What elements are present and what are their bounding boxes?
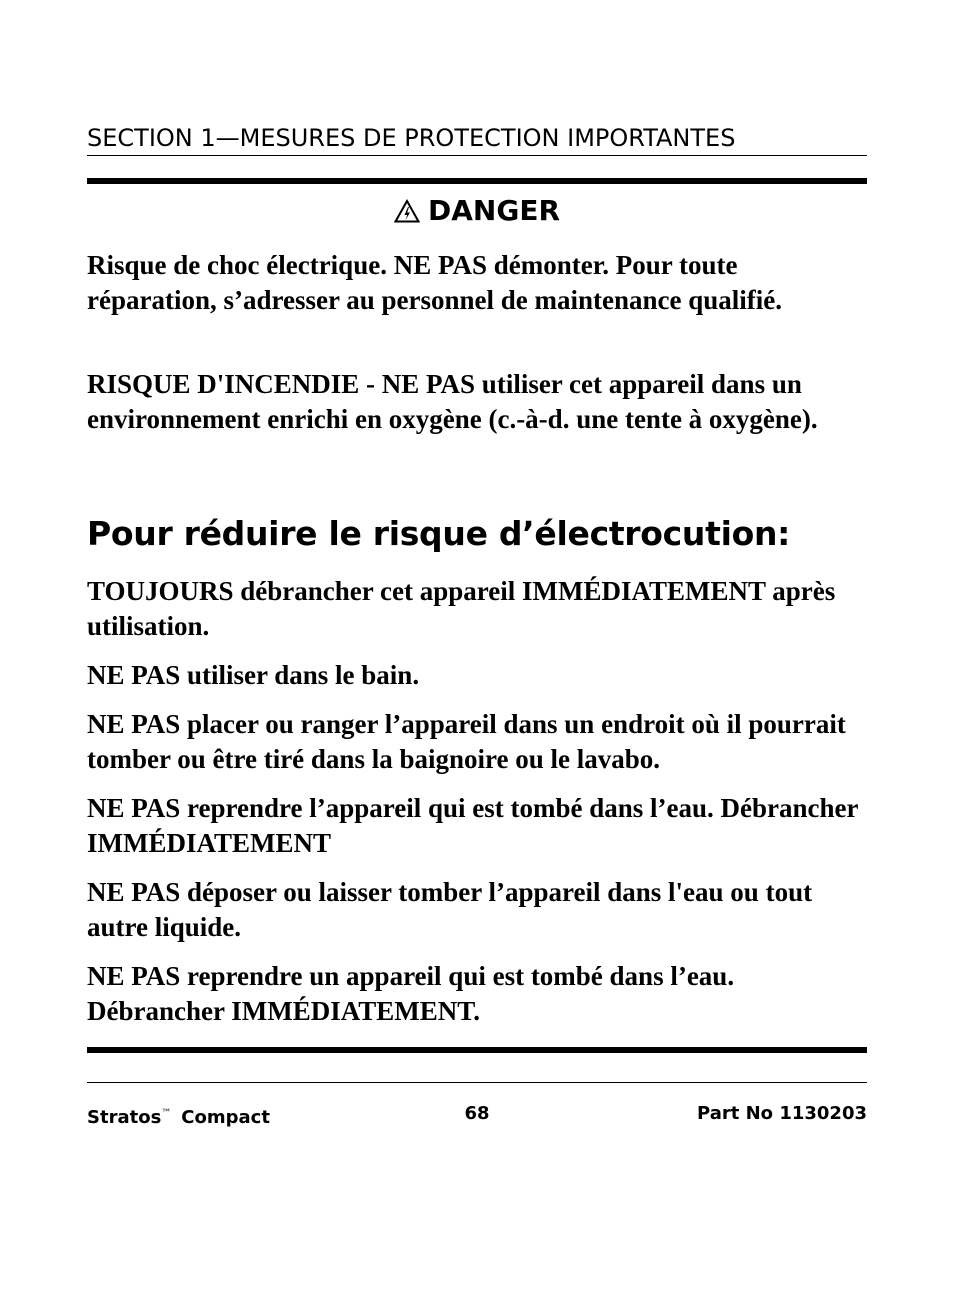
instruction-item: NE PAS reprendre l’appareil qui est tombé dans l’eau. Débrancher IMMÉDIATEMENT (87, 793, 859, 858)
danger-label: DANGER (427, 194, 560, 227)
danger-box-top-rule (87, 178, 867, 184)
header-divider (87, 155, 867, 156)
page-footer (87, 1100, 867, 1128)
product-name: Stratos (87, 1107, 162, 1128)
paragraph-fire-risk: RISQUE D'INCENDIE - NE PAS utiliser cet appareil dans un environnement enrichi en oxygène (c.-à-d. une tente à oxygène). (87, 369, 818, 434)
instruction-item: NE PAS reprendre un appareil qui est tombé dans l’eau. Débrancher IMMÉDIATEMENT. (87, 961, 735, 1026)
page-number: 68 (464, 1103, 490, 1124)
paragraph-electric-shock: Risque de choc électrique. NE PAS démonter. Pour toute réparation, s’adresser au personnel de maintenance qualifié. (87, 250, 782, 315)
section-title: SECTION 1—MESURES DE PROTECTION IMPORTANTES (87, 124, 736, 152)
danger-heading (87, 193, 867, 232)
instruction-item: TOUJOURS débrancher cet appareil IMMÉDIATEMENT après utilisation. (87, 576, 836, 641)
instruction-item: NE PAS placer ou ranger l’appareil dans un endroit où il pourrait tomber ou être tiré dans la baignoire ou le lavabo. (87, 709, 846, 774)
part-number: Part No 1130203 (697, 1103, 867, 1124)
danger-box-bottom-rule (87, 1047, 867, 1053)
warning-triangle-icon (394, 196, 420, 232)
trademark-symbol: ™ (161, 1108, 172, 1119)
subheading: Pour réduire le risque d’électrocution: (87, 514, 791, 553)
instruction-item: NE PAS déposer ou laisser tomber l’appareil dans l'eau ou tout autre liquide. (87, 877, 813, 942)
product-model: Compact (181, 1107, 270, 1128)
footer-divider (87, 1082, 867, 1083)
instruction-item: NE PAS utiliser dans le bain. (87, 660, 420, 690)
